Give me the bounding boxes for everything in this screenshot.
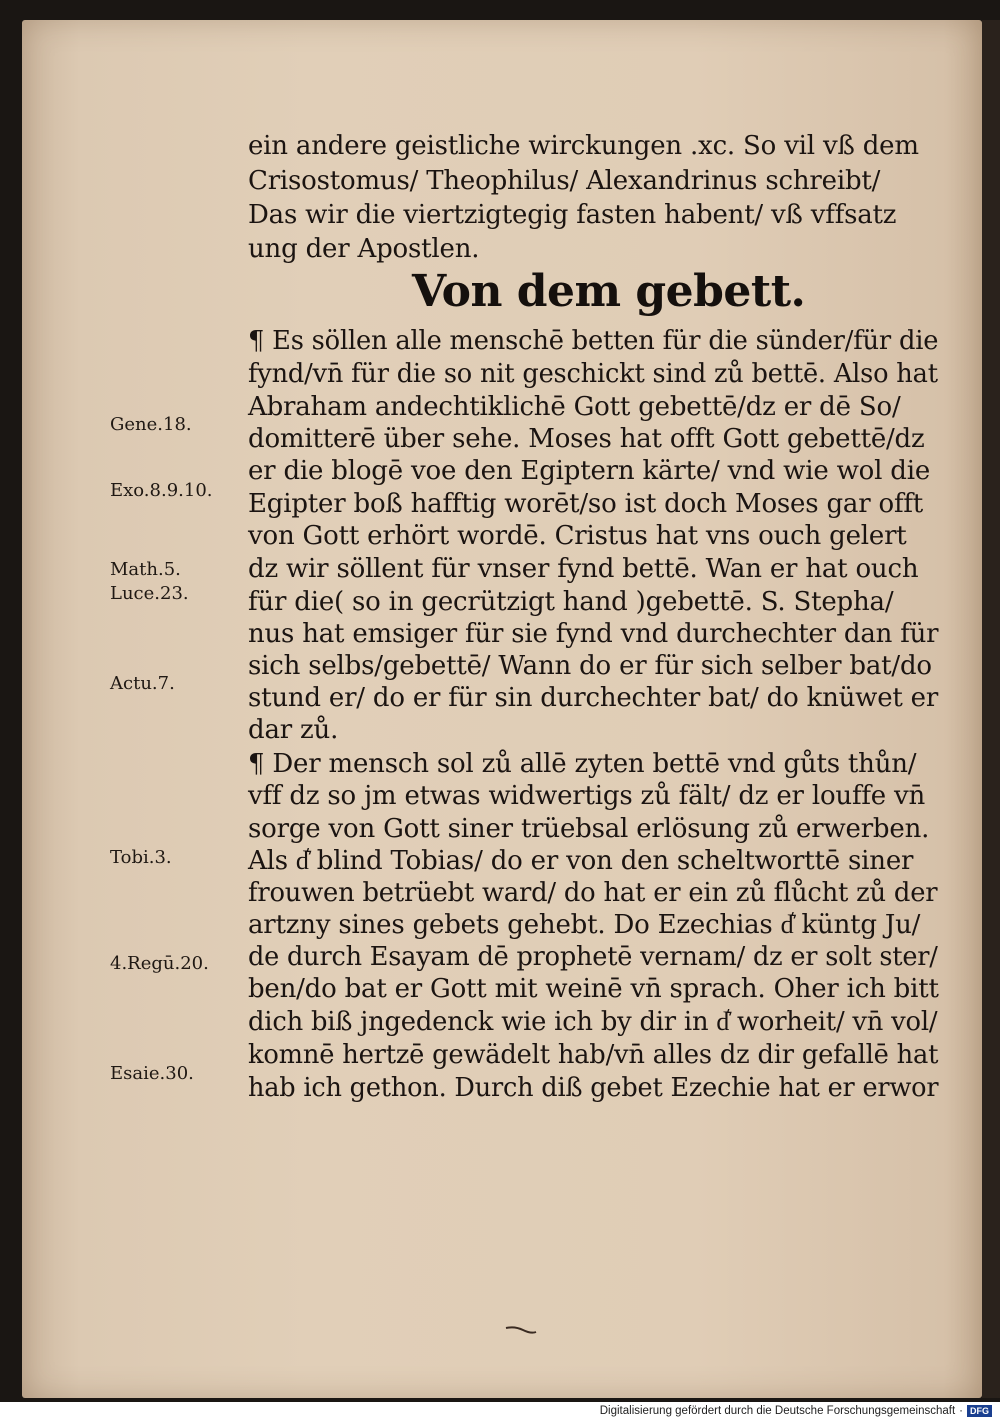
- text-line: ¶ Es söllen alle menschē betten für die sünder/für die: [248, 326, 939, 356]
- text-line: Egipter boß hafftig worēt/so ist doch Moses gar offt: [248, 489, 924, 519]
- text-line: frouwen betrüebt ward/ do hat er ein zů flůcht zů der: [248, 878, 938, 908]
- text-line: ung der Apostlen.: [248, 234, 480, 264]
- ink-mark: [505, 1325, 537, 1335]
- text-line: de durch Esayam dē prophetē vernam/ dz er solt ster/: [248, 942, 938, 972]
- marginal-note: Actu.7.: [110, 673, 175, 694]
- text-line: Crisostomus/ Theophilus/ Alexandrinus schreibt/: [248, 166, 881, 196]
- digitization-footer: [600, 1402, 992, 1420]
- text-line: artzny sines gebets gehebt. Do Ezechias d͛ küntg Ju/: [248, 910, 921, 940]
- text-line: dich biß jngedenck wie ich by dir in d͛ worheit/ vn̄ vol/: [248, 1007, 938, 1037]
- text-line: Als d͛ blind Tobias/ do er von den scheltworttē siner: [248, 846, 914, 876]
- marginal-note: Tobi.3.: [110, 847, 172, 868]
- page-edge: [982, 20, 1000, 1398]
- marginal-note: Luce.23.: [110, 583, 189, 604]
- marginal-note: 4.Regū.20.: [110, 953, 209, 974]
- marginal-note: Gene.18.: [110, 414, 192, 435]
- text-line: hab ich gethon. Durch diß gebet Ezechie hat er erwor: [248, 1073, 939, 1103]
- text-line: dz wir söllent für vnser fynd bettē. Wan er hat ouch: [248, 554, 919, 584]
- text-line: stund er/ do er für sin durchechter bat/ do knüwet er: [248, 683, 939, 713]
- text-line: ben/do bat er Gott mit weinē vn̄ sprach. Oher ich bitt: [248, 974, 939, 1004]
- text-line: Das wir die viertzigtegig fasten habent/ vß vffsatz: [248, 200, 897, 230]
- text-line: von Gott erhört wordē. Cristus hat vns ouch gelert: [248, 521, 907, 551]
- section-heading: Von dem gebett.: [412, 266, 806, 317]
- text-line: ein andere geistliche wirckungen .xc. So vil vß dem: [248, 131, 919, 161]
- text-line: sich selbs/gebettē/ Wann do er für sich selber bat/do: [248, 651, 932, 681]
- footer-text: Digitalisierung gefördert durch die Deutsche Forschungsgemeinschaft: [599, 1405, 956, 1417]
- text-line: fynd/vn̄ für die so nit geschickt sind zů bettē. Also hat: [248, 359, 938, 389]
- marginal-note: Esaie.30.: [110, 1063, 194, 1084]
- marginal-note: Exo.8.9.10.: [110, 480, 213, 501]
- footer-separator: ·: [959, 1405, 963, 1417]
- text-line: dar zů.: [248, 715, 339, 745]
- text-line: domitterē über sehe. Moses hat offt Gott gebettē/dz: [248, 424, 925, 454]
- text-line: für die( so in gecrützigt hand )gebettē. S. Stepha/: [248, 587, 894, 617]
- marginal-note: Math.5.: [110, 559, 181, 580]
- text-line: er die blogē voe den Egiptern kärte/ vnd wie wol die: [248, 456, 931, 486]
- text-line: vff dz so jm etwas widwertigs zů fält/ dz er louffe vn̄: [248, 781, 926, 811]
- text-line: sorge von Gott siner trüebsal erlösung zů erwerben.: [248, 814, 930, 844]
- text-line: nus hat emsiger für sie fynd vnd durchechter dan für: [248, 619, 939, 649]
- dfg-logo-icon: DFG: [967, 1405, 992, 1417]
- text-line: ¶ Der mensch sol zů allē zyten bettē vnd gůts thůn/: [248, 749, 917, 779]
- text-line: komnē hertzē gewädelt hab/vn̄ alles dz dir gefallē hat: [248, 1040, 939, 1070]
- text-line: Abraham andechtiklichē Gott gebettē/dz er dē So/: [248, 392, 901, 422]
